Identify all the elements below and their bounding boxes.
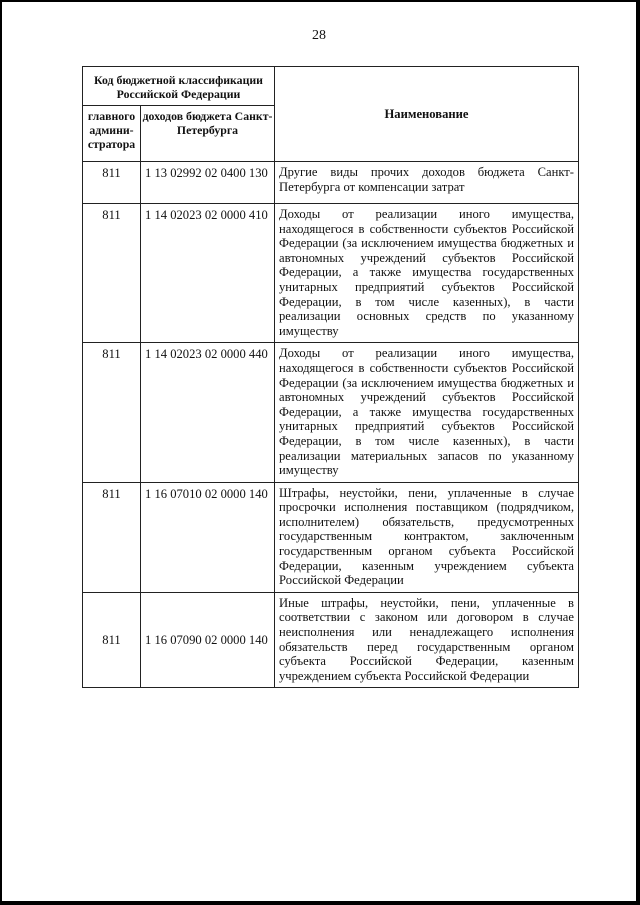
cell-administrator-code: 811 — [83, 204, 141, 343]
cell-administrator-code: 811 — [83, 482, 141, 592]
cell-income-code: 1 14 02023 02 0000 410 — [141, 204, 275, 343]
cell-administrator-code: 811 — [83, 592, 141, 688]
cell-administrator-code: 811 — [83, 343, 141, 482]
table-row — [83, 482, 579, 592]
header-spb-budget-income: доходов бюджета Санкт-Петербурга — [141, 106, 275, 162]
budget-classification-table — [82, 66, 579, 688]
table-row — [83, 343, 579, 482]
cell-income-name: Доходы от реализации иного имущества, находящегося в собственности субъектов Российской Федерации (за исключением имущества бюджетных и автономных учреждений субъектов Российской Федерации, а также имущества государственных унитарных предприятий субъектов Российской Федерации, в том числе казенных), в части реализации основных средств по указанному имуществу — [275, 204, 579, 343]
cell-income-name: Штрафы, неустойки, пени, уплаченные в случае просрочки исполнения поставщиком (подрядчиком, исполнителем) обязательств, предусмотренных государственным контрактом, заключенным государственным органом субъекта Российской Федерации, казенным учреждением субъекта Российской Федерации — [275, 482, 579, 592]
cell-income-name: Иные штрафы, неустойки, пени, уплаченные в соответствии с законом или договором в случае неисполнения или ненадлежащего исполнения обязательств перед государственным органом субъекта Российской Федерации, казенным учреждением субъекта Российской Федерации — [275, 592, 579, 688]
table-row — [83, 592, 579, 688]
cell-income-code: 1 16 07090 02 0000 140 — [141, 592, 275, 688]
header-main-administrator: главного админи-стратора — [83, 106, 141, 162]
cell-income-name: Другие виды прочих доходов бюджета Санкт-Петербурга от компенсации затрат — [275, 162, 579, 204]
cell-administrator-code: 811 — [83, 162, 141, 204]
page-number: 28 — [312, 28, 326, 43]
cell-income-code: 1 16 07010 02 0000 140 — [141, 482, 275, 592]
table-row — [83, 162, 579, 204]
cell-income-name: Доходы от реализации иного имущества, находящегося в собственности субъектов Российской Федерации (за исключением имущества бюджетных и автономных учреждений субъектов Российской Федерации, а также имущества государственных унитарных предприятий субъектов Российской Федерации, в том числе казенных), в части реализации материальных запасов по указанному имуществу — [275, 343, 579, 482]
header-budget-code-group: Код бюджетной классификации Российской Федерации — [83, 67, 275, 106]
table-header-row — [83, 67, 579, 106]
table-row — [83, 204, 579, 343]
cell-income-code: 1 14 02023 02 0000 440 — [141, 343, 275, 482]
header-name: Наименование — [275, 67, 579, 162]
cell-income-code: 1 13 02992 02 0400 130 — [141, 162, 275, 204]
document-page — [2, 2, 636, 901]
